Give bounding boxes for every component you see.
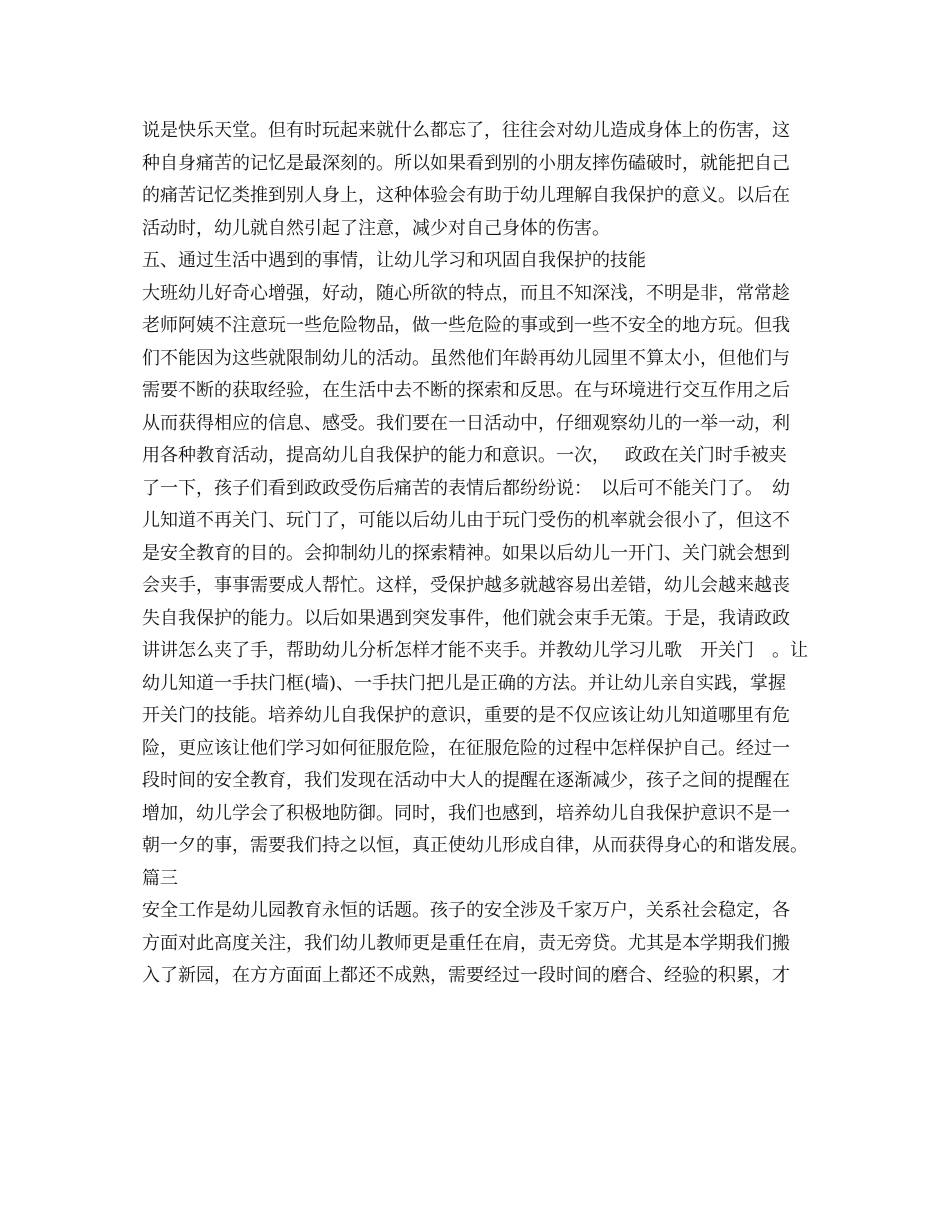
text-line: 会夹手，事事需要成人帮忙。这样，受保护越多就越容易出差错，幼儿会越来越丧: [142, 575, 790, 596]
text-line: 儿知道不再关门、玩门了，可能以后幼儿由于玩门受伤的机率就会很小了，但这不: [142, 510, 790, 531]
text-line: 险，更应该让他们学习如何征服危险，在征服危险的过程中怎样保护自己。经过一: [142, 737, 790, 759]
text-line: 说是快乐天堂。但有时玩起来就什么都忘了，往往会对幼儿造成身体上的伤害，这: [142, 120, 790, 141]
text-line: 安全工作是幼儿园教育永恒的话题。孩子的安全涉及千家万户，关系社会稳定，各: [142, 900, 790, 921]
text-line: 段时间的安全教育，我们发现在活动中大人的提醒在逐渐减少，孩子之间的提醒在: [142, 770, 790, 791]
text-line: 从而获得相应的信息、感受。我们要在一日活动中，仔细观察幼儿的一举一动，利: [142, 412, 790, 434]
document-page: [142, 115, 832, 993]
text-line: 朝一夕的事，需要我们持之以恒，真正使幼儿形成自律，从而获得身心的和谐发展。: [142, 835, 808, 856]
text-line: 们不能因为这些就限制幼儿的活动。虽然他们年龄再幼儿园里不算太小，但他们与: [142, 347, 790, 369]
chapter-heading: 篇三: [142, 867, 178, 889]
text-line: 了一下，孩子们看到政政受伤后痛苦的表情后都纷纷说： 以后可不能关门了。 幼: [142, 477, 790, 499]
text-line: 讲讲怎么夹了手，帮助幼儿分析怎样才能不夹手。并教幼儿学习儿歌 开关门 。让: [142, 640, 808, 661]
text-line: 方面对此高度关注，我们幼儿教师更是重任在肩，责无旁贷。尤其是本学期我们搬: [142, 932, 790, 954]
text-line: 是安全教育的目的。会抑制幼儿的探索精神。如果以后幼儿一开门、关门就会想到: [142, 542, 790, 564]
text-line: 增加，幼儿学会了积极地防御。同时，我们也感到，培养幼儿自我保护意识不是一: [142, 802, 790, 824]
text-line: 开关门的技能。培养幼儿自我保护的意识，重要的是不仅应该让幼儿知道哪里有危: [142, 705, 790, 726]
text-line: 大班幼儿好奇心增强，好动，随心所欲的特点，而且不知深浅，不明是非，常常趁: [142, 282, 790, 304]
text-line: 的痛苦记忆类推到别人身上，这种体验会有助于幼儿理解自我保护的意义。以后在: [142, 185, 790, 206]
text-line: 失自我保护的能力。以后如果遇到突发事件，他们就会束手无策。于是，我请政政: [142, 607, 790, 629]
text-line: 老师阿姨不注意玩一些危险物品，做一些危险的事或到一些不安全的地方玩。但我: [142, 315, 790, 336]
text-line: 用各种教育活动，提高幼儿自我保护的能力和意识。一次， 政政在关门时手被夹: [142, 445, 787, 466]
text-line: 幼儿知道一手扶门框(墙)、一手扶门把儿是正确的方法。并让幼儿亲自实践，掌握: [142, 672, 787, 694]
text-line: 活动时，幼儿就自然引起了注意，减少对自己身体的伤害。: [142, 217, 610, 239]
text-line: 入了新园，在方方面面上都还不成熟，需要经过一段时间的磨合、经验的积累，才: [142, 965, 790, 986]
text-line: 种自身痛苦的记忆是最深刻的。所以如果看到别的小朋友摔伤磕破时，就能把自己: [142, 152, 790, 174]
section-heading: 五、通过生活中遇到的事情，让幼儿学习和巩固自我保护的技能: [142, 250, 646, 271]
text-line: 需要不断的获取经验，在生活中去不断的探索和反思。在与环境进行交互作用之后: [142, 380, 790, 401]
